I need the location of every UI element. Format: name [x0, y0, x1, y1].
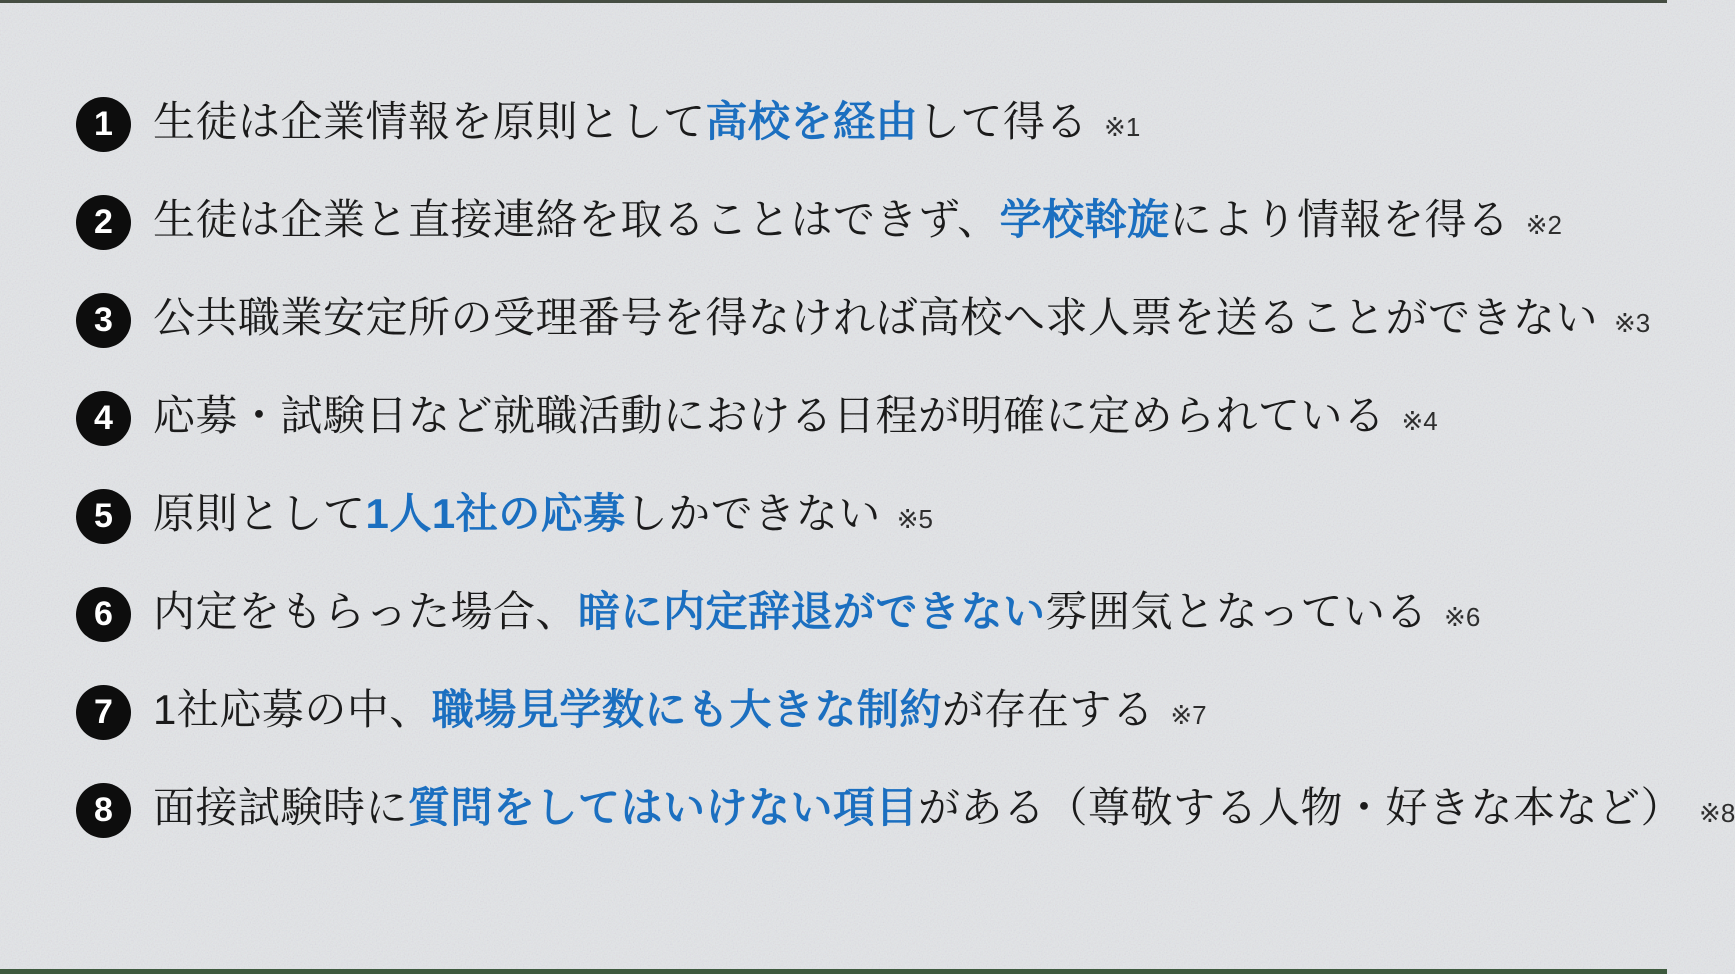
plain-text: 生徒は企業情報を原則として — [153, 97, 706, 145]
item-text — [153, 580, 1480, 649]
highlighted-text: 質問をしてはいけない項目 — [408, 783, 919, 831]
item-text — [153, 384, 1438, 453]
footnote-ref: ※5 — [896, 503, 933, 534]
item-text — [153, 90, 1140, 159]
highlighted-text: 暗に内定辞退ができない — [578, 587, 1046, 635]
plain-text: 雰囲気となっている — [1045, 587, 1429, 635]
item-number-badge: 4 — [76, 391, 131, 446]
list-item — [76, 288, 1651, 352]
item-text — [153, 482, 933, 551]
item-number-badge: 2 — [76, 195, 131, 250]
footnote-ref: ※8 — [1699, 797, 1735, 828]
plain-text: 内定をもらった場合、 — [153, 587, 579, 635]
slide-top-edge — [0, 0, 1667, 3]
footnote-ref: ※3 — [1614, 307, 1651, 338]
highlighted-text: 1人1社の応募 — [365, 489, 626, 537]
highlighted-text: 学校斡旋 — [999, 195, 1170, 243]
list-item — [76, 92, 1627, 156]
list-item — [76, 778, 1735, 842]
list-item — [76, 484, 1627, 548]
list-item — [76, 680, 1627, 744]
plain-text: 1社応募の中、 — [153, 685, 432, 733]
footnote-ref: ※1 — [1104, 111, 1141, 142]
plain-text: 公共職業安定所の受理番号を得なければ高校へ求人票を送ることができない — [153, 293, 1599, 341]
item-number-badge: 5 — [76, 489, 131, 544]
item-text — [153, 286, 1650, 355]
footnote-ref: ※4 — [1401, 405, 1438, 436]
item-text — [153, 678, 1207, 747]
plain-text: がある（尊敬する人物・好きな本など） — [918, 783, 1684, 831]
footnote-ref: ※2 — [1525, 209, 1562, 240]
item-number-badge: 8 — [76, 783, 131, 838]
plain-text: しかできない — [625, 489, 881, 537]
footnote-ref: ※7 — [1170, 699, 1207, 730]
item-number-badge: 6 — [76, 587, 131, 642]
plain-text: 面接試験時に — [153, 783, 409, 831]
list-item — [76, 190, 1627, 254]
item-text — [153, 776, 1735, 845]
plain-text: により情報を得る — [1169, 195, 1510, 243]
item-number-badge: 3 — [76, 293, 131, 348]
highlighted-text: 職場見学数にも大きな制約 — [431, 685, 942, 733]
list-item — [76, 582, 1627, 646]
highlighted-text: 高校を経由 — [705, 97, 919, 145]
plain-text: 応募・試験日など就職活動における日程が明確に定められている — [153, 391, 1386, 439]
item-number-badge: 1 — [76, 97, 131, 152]
slide-bottom-edge — [0, 969, 1667, 974]
item-text — [153, 188, 1562, 257]
item-number-badge: 7 — [76, 685, 131, 740]
plain-text: が存在する — [941, 685, 1155, 733]
plain-text: して得る — [918, 97, 1089, 145]
list-item — [76, 386, 1627, 450]
plain-text: 原則として — [153, 489, 366, 537]
footnote-ref: ※6 — [1444, 601, 1481, 632]
plain-text: 生徒は企業と直接連絡を取ることはできず、 — [153, 195, 1000, 243]
